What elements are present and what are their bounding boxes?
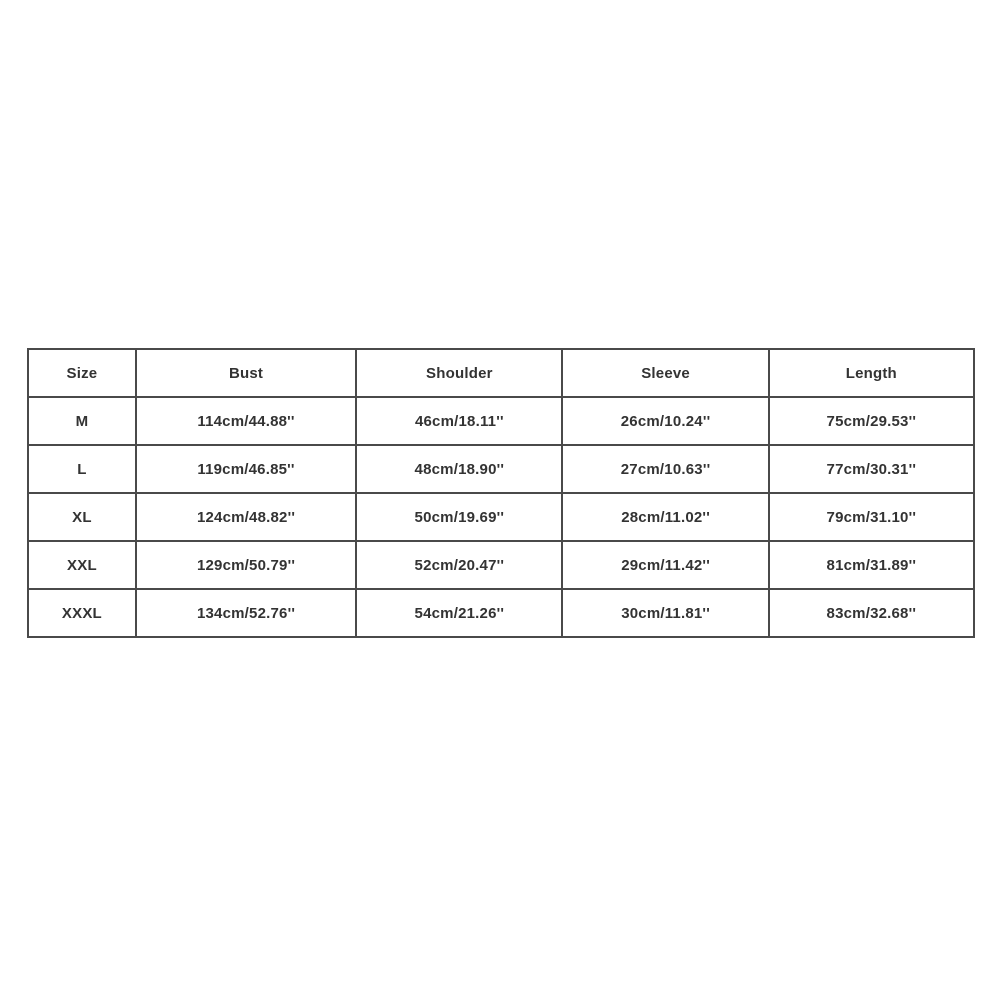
size-cell: XXXL: [28, 589, 136, 637]
bust-cell: 114cm/44.88'': [136, 397, 356, 445]
column-header-shoulder: Shoulder: [356, 349, 562, 397]
size-cell: L: [28, 445, 136, 493]
size-cell: XL: [28, 493, 136, 541]
table-row-xxl: [28, 541, 974, 589]
length-cell: 77cm/30.31'': [769, 445, 974, 493]
sleeve-cell: 28cm/11.02'': [562, 493, 768, 541]
bust-cell: 119cm/46.85'': [136, 445, 356, 493]
column-header-length: Length: [769, 349, 974, 397]
length-cell: 75cm/29.53'': [769, 397, 974, 445]
sleeve-cell: 29cm/11.42'': [562, 541, 768, 589]
bust-cell: 134cm/52.76'': [136, 589, 356, 637]
shoulder-cell: 54cm/21.26'': [356, 589, 562, 637]
column-header-bust: Bust: [136, 349, 356, 397]
sleeve-cell: 27cm/10.63'': [562, 445, 768, 493]
table-row-xl: [28, 493, 974, 541]
table-row-l: [28, 445, 974, 493]
shoulder-cell: 48cm/18.90'': [356, 445, 562, 493]
table-row-m: [28, 397, 974, 445]
table-row-xxxl: [28, 589, 974, 637]
shoulder-cell: 46cm/18.11'': [356, 397, 562, 445]
size-cell: M: [28, 397, 136, 445]
size-chart-table: [27, 348, 975, 638]
column-header-sleeve: Sleeve: [562, 349, 768, 397]
bust-cell: 124cm/48.82'': [136, 493, 356, 541]
length-cell: 81cm/31.89'': [769, 541, 974, 589]
shoulder-cell: 52cm/20.47'': [356, 541, 562, 589]
bust-cell: 129cm/50.79'': [136, 541, 356, 589]
table-header-row: [28, 349, 974, 397]
size-chart-container: [27, 348, 975, 638]
length-cell: 83cm/32.68'': [769, 589, 974, 637]
sleeve-cell: 26cm/10.24'': [562, 397, 768, 445]
shoulder-cell: 50cm/19.69'': [356, 493, 562, 541]
sleeve-cell: 30cm/11.81'': [562, 589, 768, 637]
column-header-size: Size: [28, 349, 136, 397]
length-cell: 79cm/31.10'': [769, 493, 974, 541]
size-cell: XXL: [28, 541, 136, 589]
